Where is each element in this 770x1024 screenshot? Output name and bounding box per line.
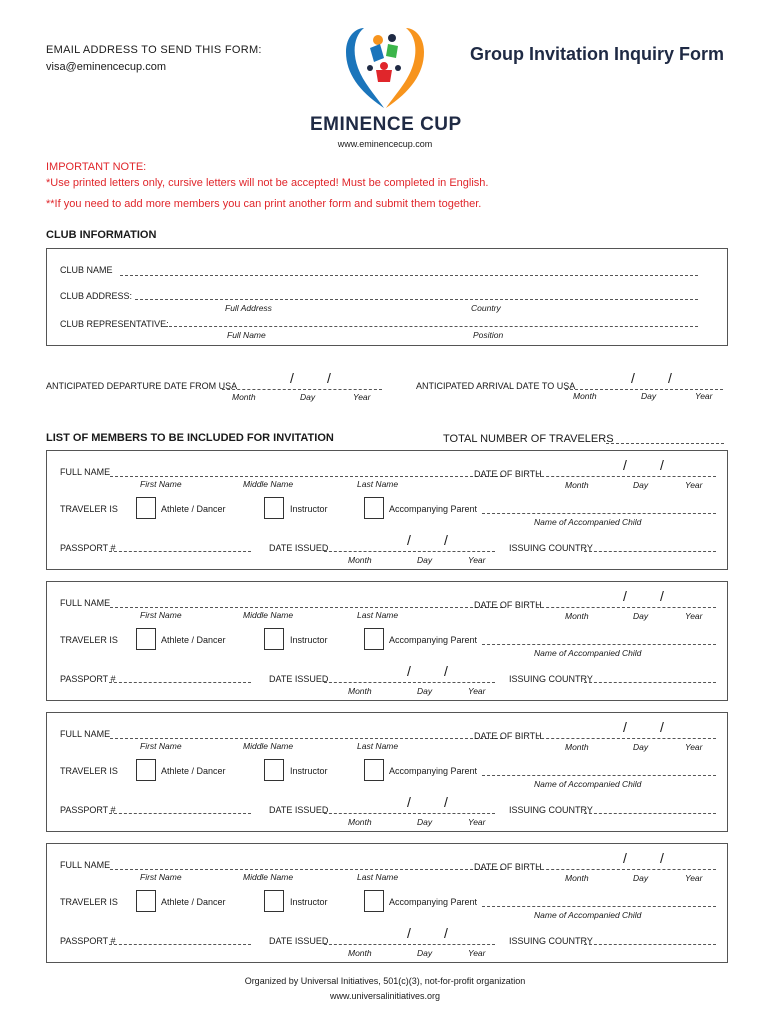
last-name-hint: Last Name [357,872,399,882]
club-rep-label: CLUB REPRESENTATIVE: [60,319,169,329]
full-name-field[interactable] [110,607,503,608]
athlete-checkbox[interactable] [136,628,156,650]
first-name-hint: First Name [140,741,182,751]
month-hint: Month [232,392,256,402]
full-name-field[interactable] [110,738,503,739]
year-hint: Year [468,686,486,696]
month-hint: Month [348,948,372,958]
day-hint: Day [417,686,433,696]
month-hint: Month [573,391,597,401]
date-separator: / [660,457,664,473]
day-hint: Day [300,392,316,402]
passport-label: PASSPORT # [60,936,116,946]
date-separator: / [631,370,635,386]
date-separator: / [290,370,294,386]
footer-url[interactable]: www.universalinitiatives.org [329,991,441,1001]
date-issued-field[interactable] [324,682,495,683]
issuing-country-field[interactable] [584,813,716,814]
country-hint: Country [471,303,501,313]
accompanied-child-hint: Name of Accompanied Child [534,910,642,920]
month-hint: Month [348,817,372,827]
arrival-label: ANTICIPATED ARRIVAL DATE TO USA [416,381,576,391]
passport-field[interactable] [109,551,251,552]
date-separator: / [444,925,448,941]
club-info-box [46,248,728,346]
note-heading: IMPORTANT NOTE: [46,161,147,173]
year-hint: Year [685,873,703,883]
date-separator: / [660,850,664,866]
parent-checkbox[interactable] [364,890,384,912]
athlete-checkbox[interactable] [136,890,156,912]
accompanied-child-field[interactable] [482,513,716,514]
member-block [46,581,728,701]
issuing-country-label: ISSUING COUNTRY [509,805,593,815]
year-hint: Year [353,392,371,402]
day-hint: Day [417,817,433,827]
arrival-date-field[interactable] [565,389,723,390]
middle-name-hint: Middle Name [243,872,294,882]
full-name-field[interactable] [110,869,503,870]
last-name-hint: Last Name [357,741,399,751]
athlete-label: Athlete / Dancer [161,766,226,776]
traveler-is-label: TRAVELER IS [60,635,118,645]
date-separator: / [660,588,664,604]
full-address-hint: Full Address [225,303,272,313]
day-hint: Day [641,391,657,401]
date-separator: / [668,370,672,386]
month-hint: Month [348,555,372,565]
year-hint: Year [468,948,486,958]
passport-field[interactable] [109,944,251,945]
club-name-label: CLUB NAME [60,265,113,275]
middle-name-hint: Middle Name [243,741,294,751]
date-issued-field[interactable] [324,551,495,552]
accompanied-child-hint: Name of Accompanied Child [534,517,642,527]
eminence-logo [340,22,430,112]
year-hint: Year [685,742,703,752]
date-issued-field[interactable] [324,813,495,814]
year-hint: Year [685,480,703,490]
date-separator: / [444,532,448,548]
issuing-country-label: ISSUING COUNTRY [509,543,593,553]
email-value[interactable]: visa@eminencecup.com [46,61,166,73]
first-name-hint: First Name [140,479,182,489]
instructor-checkbox[interactable] [264,759,284,781]
date-separator: / [407,663,411,679]
first-name-hint: First Name [140,610,182,620]
date-separator: / [623,457,627,473]
date-separator: / [407,532,411,548]
position-hint: Position [473,330,504,340]
passport-label: PASSPORT # [60,543,116,553]
member-block [46,450,728,570]
date-issued-label: DATE ISSUED [269,936,329,946]
year-hint: Year [685,611,703,621]
full-name-label: FULL NAME [60,598,111,608]
athlete-label: Athlete / Dancer [161,897,226,907]
first-name-hint: First Name [140,872,182,882]
date-separator: / [623,719,627,735]
heart-logo-icon [340,22,430,112]
last-name-hint: Last Name [357,479,399,489]
instructor-checkbox[interactable] [264,497,284,519]
parent-checkbox[interactable] [364,628,384,650]
middle-name-hint: Middle Name [243,610,294,620]
date-separator: / [407,925,411,941]
member-block [46,843,728,963]
date-separator: / [660,719,664,735]
footer-org: Organized by Universal Initiatives, 501(c)(3), not-for-profit organization [244,976,526,986]
brand-url[interactable]: www.eminencecup.com [337,139,433,149]
date-separator: / [623,850,627,866]
date-issued-label: DATE ISSUED [269,674,329,684]
club-rep-field[interactable] [164,326,698,327]
dob-label: DATE OF BIRTH [474,731,542,741]
date-separator: / [407,794,411,810]
last-name-hint: Last Name [357,610,399,620]
athlete-checkbox[interactable] [136,759,156,781]
accompanied-child-field[interactable] [482,906,716,907]
club-name-field[interactable] [120,275,698,276]
dob-field[interactable] [536,476,716,477]
date-issued-field[interactable] [324,944,495,945]
note-line-1: *Use printed letters only, cursive letters will not be accepted! Must be completed in English. [46,177,489,189]
passport-label: PASSPORT # [60,674,116,684]
issuing-country-label: ISSUING COUNTRY [509,936,593,946]
total-travelers-field[interactable] [606,443,724,444]
dob-label: DATE OF BIRTH [474,600,542,610]
accompanied-child-field[interactable] [482,644,716,645]
traveler-is-label: TRAVELER IS [60,897,118,907]
accompanied-child-field[interactable] [482,775,716,776]
date-separator: / [444,663,448,679]
accompanied-child-hint: Name of Accompanied Child [534,648,642,658]
day-hint: Day [633,611,649,621]
issuing-country-label: ISSUING COUNTRY [509,674,593,684]
athlete-label: Athlete / Dancer [161,635,226,645]
departure-label: ANTICIPATED DEPARTURE DATE FROM USA [46,381,238,391]
issuing-country-field[interactable] [584,944,716,945]
athlete-label: Athlete / Dancer [161,504,226,514]
issuing-country-field[interactable] [584,682,716,683]
parent-label: Accompanying Parent [389,635,478,645]
total-travelers-label: TOTAL NUMBER OF TRAVELERS [443,433,614,445]
day-hint: Day [633,742,649,752]
instructor-label: Instructor [290,897,328,907]
parent-label: Accompanying Parent [389,766,478,776]
date-issued-label: DATE ISSUED [269,805,329,815]
club-address-label: CLUB ADDRESS: [60,291,133,301]
day-hint: Day [633,480,649,490]
passport-label: PASSPORT # [60,805,116,815]
athlete-checkbox[interactable] [136,497,156,519]
dob-field[interactable] [536,869,716,870]
instructor-checkbox[interactable] [264,890,284,912]
traveler-is-label: TRAVELER IS [60,766,118,776]
day-hint: Day [633,873,649,883]
month-hint: Month [565,480,589,490]
full-name-label: FULL NAME [60,729,111,739]
club-address-field[interactable] [135,299,698,300]
dob-field[interactable] [536,607,716,608]
passport-field[interactable] [109,813,251,814]
club-heading: CLUB INFORMATION [46,229,157,241]
parent-checkbox[interactable] [364,497,384,519]
issuing-country-field[interactable] [584,551,716,552]
month-hint: Month [565,611,589,621]
year-hint: Year [468,817,486,827]
traveler-is-label: TRAVELER IS [60,504,118,514]
date-issued-label: DATE ISSUED [269,543,329,553]
members-heading: LIST OF MEMBERS TO BE INCLUDED FOR INVITATION [46,432,334,444]
year-hint: Year [468,555,486,565]
day-hint: Day [417,948,433,958]
middle-name-hint: Middle Name [243,479,294,489]
dob-label: DATE OF BIRTH [474,862,542,872]
month-hint: Month [565,742,589,752]
note-line-2: **If you need to add more members you can print another form and submit them together. [46,198,482,210]
member-block [46,712,728,832]
year-hint: Year [695,391,713,401]
date-separator: / [327,370,331,386]
date-separator: / [623,588,627,604]
passport-field[interactable] [109,682,251,683]
accompanied-child-hint: Name of Accompanied Child [534,779,642,789]
full-name-hint: Full Name [227,330,266,340]
dob-field[interactable] [536,738,716,739]
month-hint: Month [565,873,589,883]
form-title: Group Invitation Inquiry Form [470,44,724,64]
instructor-label: Instructor [290,766,328,776]
month-hint: Month [348,686,372,696]
full-name-label: FULL NAME [60,467,111,477]
day-hint: Day [417,555,433,565]
full-name-field[interactable] [110,476,503,477]
parent-checkbox[interactable] [364,759,384,781]
instructor-label: Instructor [290,635,328,645]
date-separator: / [444,794,448,810]
email-label: EMAIL ADDRESS TO SEND THIS FORM: [46,44,262,56]
parent-label: Accompanying Parent [389,504,478,514]
instructor-label: Instructor [290,504,328,514]
departure-date-field[interactable] [222,389,382,390]
full-name-label: FULL NAME [60,860,111,870]
instructor-checkbox[interactable] [264,628,284,650]
parent-label: Accompanying Parent [389,897,478,907]
dob-label: DATE OF BIRTH [474,469,542,479]
brand-name: EMINENCE CUP [310,114,462,135]
